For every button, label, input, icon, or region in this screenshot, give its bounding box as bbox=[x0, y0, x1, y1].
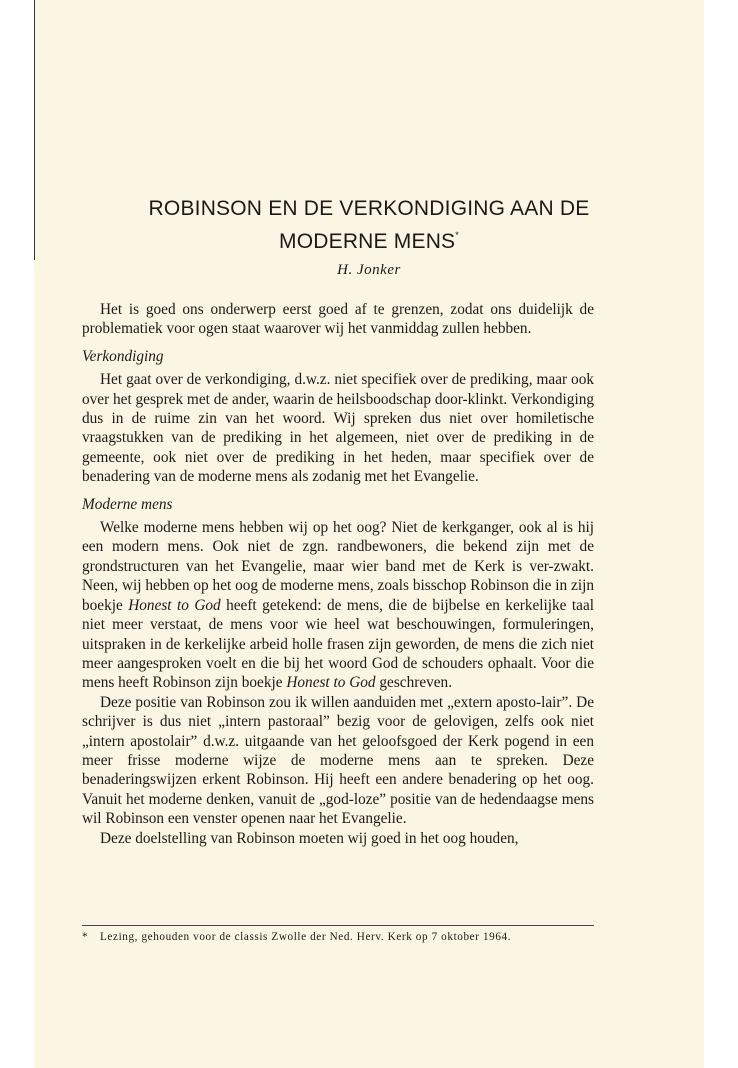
footnote-text: Lezing, gehouden voor de classis Zwolle der Ned. Herv. Kerk op 7 oktober 1964. bbox=[100, 931, 512, 943]
article-body bbox=[82, 300, 594, 848]
moderne-mens-paragraph-3: Deze doelstelling van Robinson moeten wij goed in het oog houden, bbox=[100, 829, 519, 847]
moderne-mens-paragraph-1 bbox=[82, 518, 594, 693]
verkondiging-paragraph: Het gaat over de verkondiging, d.w.z. niet specifiek over de prediking, maar ook over het gesprek met de ander, waarin de heilsboodschap door-klinkt. Verkondiging dus in de ruime zin van het woord. Wij spreken dus niet over homiletische vraagstukken van de prediking in het algemeen, niet over de prediking in de gemeente, ook niet over de prediking in het heden, maar specifiek over de benadering van de moderne mens als zodanig met het Evangelie. bbox=[82, 371, 594, 486]
paragraph-text: heeft getekend: de mens, die de bijbelse en kerkelijke taal niet meer verstaat, de mens voor wie heel wat beschouwingen, formuleringen, uitspraken in de kerkelijke arbeid holle frasen zijn geworden, de mens die zich niet meer aangesproken voelt en die bij het woord God de schouders ophaalt. Voor die mens heeft Robinson zijn boekje bbox=[82, 596, 594, 692]
book-title: Honest to God bbox=[128, 596, 221, 614]
paragraph-text: Welke moderne mens hebben wij op het oog? Niet de kerkganger, ook al is hij een modern mens. Ook niet de zgn. randbewoners, die bekend zijn met de grondstructuren van het Evangelie, maar wier band met de Kerk is ver-zwakt. Neen, wij hebben op het oog de moderne mens, zoals bisschop Robinson die in zijn boekje bbox=[82, 519, 594, 614]
book-title: Honest to God bbox=[286, 674, 376, 692]
footnote-mark: * bbox=[82, 931, 89, 943]
paragraph-text: geschreven. bbox=[375, 674, 453, 692]
page bbox=[34, 0, 704, 1068]
title-line-1: ROBINSON EN DE VERKONDIGING AAN DE bbox=[148, 197, 590, 220]
article-title bbox=[34, 196, 704, 255]
footnote bbox=[82, 930, 594, 944]
author: H. Jonker bbox=[337, 262, 401, 278]
title-line-2: MODERNE MENS bbox=[279, 230, 456, 253]
section-heading-moderne-mens: Moderne mens bbox=[82, 495, 173, 513]
moderne-mens-paragraph-2: Deze positie van Robinson zou ik willen aanduiden met „extern aposto-lair”. De schrijver is dus niet „intern pastoraal” bezig voor de gelovigen, zelfs ook niet „intern apostolair” d.w.z. uitgaande van het geloofsgoed der Kerk pogend in een meer frisse moderne wijze de moderne mens aan te spreken. Deze benaderingswijzen erkent Robinson. Hij heeft een andere benadering op het oog. Vanuit het moderne denken, vanuit de „god-loze” positie van de hedendaagse mens wil Robinson een venster openen naar het Evangelie. bbox=[82, 693, 594, 828]
section-heading-verkondiging: Verkondiging bbox=[82, 347, 164, 365]
footnote-divider bbox=[82, 925, 594, 926]
scan-edge bbox=[34, 0, 35, 260]
intro-paragraph: Het is goed ons onderwerp eerst goed af te grenzen, zodat ons duidelijk de problematiek voor ogen staat waarover wij het vanmiddag zullen hebben. bbox=[82, 301, 594, 338]
title-footnote-mark: * bbox=[455, 230, 459, 240]
